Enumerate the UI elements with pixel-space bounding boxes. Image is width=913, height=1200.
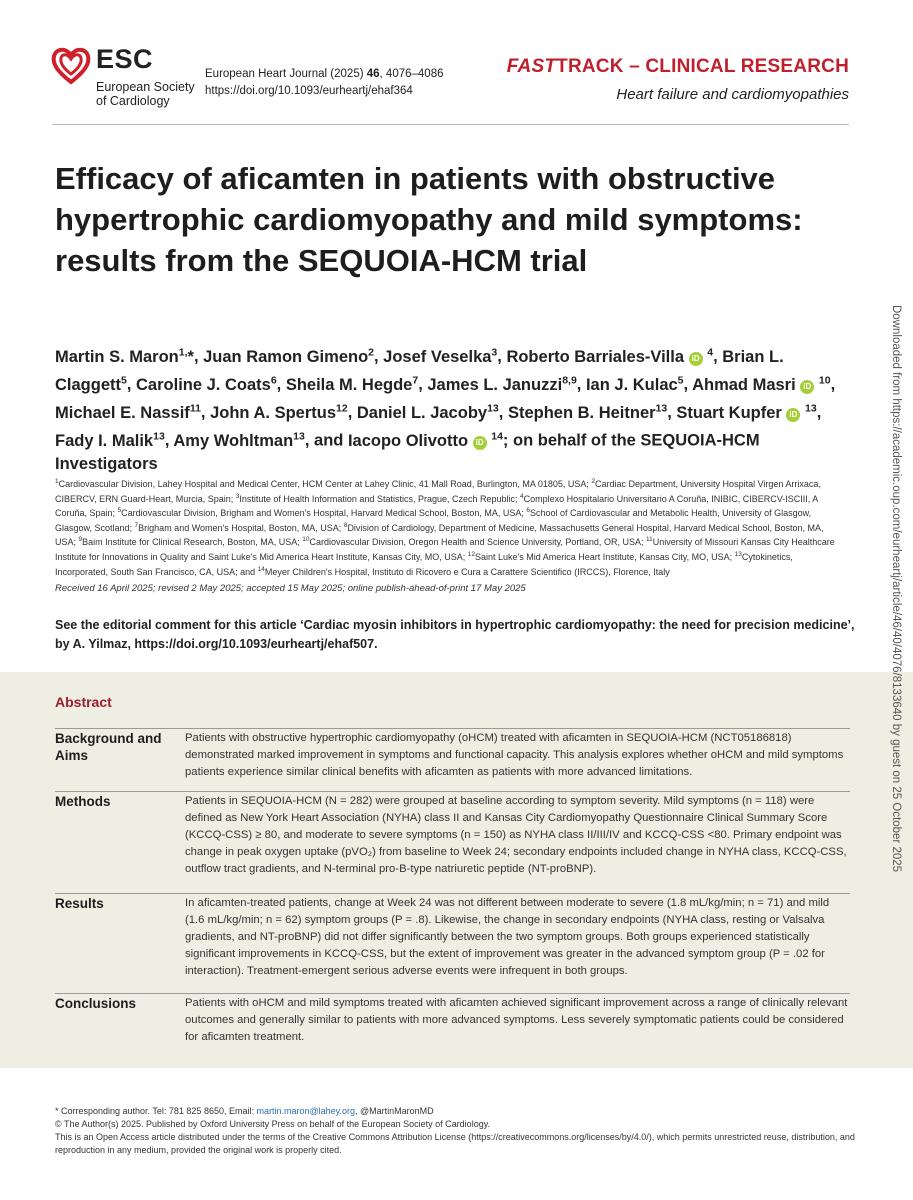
received-dates: Received 16 April 2025; revised 2 May 2025; accepted 15 May 2025; online publish-ahead-of-print 17 May 2025	[55, 583, 526, 594]
author-name: Daniel L. Jacoby$^{13}$	[356, 402, 499, 422]
affiliations	[55, 476, 845, 578]
abstract-section-methods	[55, 791, 850, 887]
affiliation: $^7$Brigham and Women's Hospital, Boston, MA, USA;	[134, 521, 344, 533]
abstract-section-results	[55, 893, 850, 989]
author-name: Ahmad Masri iD $^{10}$	[692, 374, 831, 394]
license: This is an Open Access article distributed under the terms of the Creative Commons Attribution License (https://creativecommons.org/licenses/by/4.0/), which permits unrestricted reuse, distribution, and reproduction in any medium, provided the original work is properly cited.	[55, 1132, 855, 1155]
affiliation: $^3$Institute of Health Information and Statistics, Prague, Czech Republic;	[235, 492, 521, 504]
editorial-note: See the editorial comment for this article ‘Cardiac myosin inhibitors in hypertrophic cardiomyopathy: the need for precision medicine’, by A. Yilmaz, https://doi.org/10.1093/eurheartj/ehaf507.	[55, 618, 855, 651]
author-name: Juan Ramon Gimeno$^2$	[203, 346, 374, 366]
article-title: Efficacy of aficamten in patients with obstructive hypertrophic cardiomyopathy and mild symptoms: results from the SEQUOIA-HCM trial	[55, 161, 803, 278]
abstract-text: Patients with obstructive hypertrophic cardiomyopathy (oHCM) treated with aficamten in SEQUOIA-HCM (NCT05186818) demonstrated marked improvement in symptoms and functional capacity. This analysis explores whether oHCM and mild symptoms patients experience similar clinical benefits with aficamten as patients with more advanced limitations.	[185, 732, 844, 778]
author-name: Fady I. Malik$^{13}$	[55, 430, 165, 450]
affiliation: $^6$School of Cardiovascular and Metabolic Health, University of Glasgow, Glasgow, Scotland;	[55, 507, 812, 533]
topic-label: Heart failure and cardiomyopathies	[616, 86, 849, 103]
download-watermark: Downloaded from https://academic.oup.com/eurheartj/article/46/40/4076/8133640 by guest on 25 October 2025	[890, 305, 902, 873]
author-name: Stuart Kupfer iD $^{13}$	[676, 402, 817, 422]
abstract-text: Patients in SEQUOIA-HCM (N = 282) were grouped at baseline according to symptom severity. Mild symptoms (n = 118) were defined as New York Heart Association (NYHA) class II and Kansas City Cardiomyopathy Questionnaire Clinical Summary Score (KCCQ-CSS) ≥ 80, and moderate to severe symptoms (n = 150) as NYHA class II/III/IV and KCCQ-CSS <80. Primary endpoint was change in peak oxygen uptake (pVO₂) from baseline to Week 24; secondary endpoints included change in NYHA class, KCCQ-CSS, outflow tract gradients, and N-terminal pro-B-type natriuretic peptide (NT-proBNP).	[185, 795, 847, 875]
footer-notes	[55, 1105, 865, 1157]
journal-citation: European Heart Journal (2025) 46, 4076–4086 https://doi.org/10.1093/eurheartj/ehaf364	[205, 66, 444, 100]
abstract-text: In aficamten-treated patients, change at Week 24 was not different between moderate to severe (1.8 mL/kg/min; n = 71) and mild (1.6 mL/kg/min; n = 62) symptom groups (P = .8). Likewise, the change in secondary endpoints (NYHA class, resting or Valsalva gradients, and NT-proBNP) did not differ significantly between the two symptom groups. Both groups experienced statistically significant improvements in KCCQ-CSS, but the extent of improvement was greater in the advanced symptom group (P = .02 for interaction). Treatment-emergent serious adverse events were infrequent in both groups.	[185, 897, 830, 977]
header-divider	[52, 124, 849, 125]
fasttrack-label: FASTTRACK – CLINICAL RESEARCH	[506, 56, 849, 77]
heart-logo-icon	[50, 44, 92, 86]
author-name: Josef Veselka$^3$	[383, 346, 498, 366]
abstract-section-background	[55, 728, 850, 787]
author-name: James L. Januzzi$^{8,9}$	[427, 374, 577, 394]
author-name: Michael E. Nassif$^{11}$	[55, 402, 201, 422]
abstract-label: Results	[55, 896, 104, 911]
author-name: Sheila M. Hegde$^7$	[285, 374, 419, 394]
abstract-label: Methods	[55, 794, 111, 809]
affiliation: $^{10}$Cardiovascular Division, Oregon Health and Science University, Portland, OR, USA;	[302, 536, 646, 548]
corresponding-author: * Corresponding author. Tel: 781 825 8650, Email: martin.maron@lahey.org, @MartinMaronMD	[55, 1106, 434, 1116]
doi-link[interactable]: https://doi.org/10.1093/eurheartj/ehaf364	[205, 85, 413, 97]
abstract-label: Background and Aims	[55, 731, 162, 763]
author-name: Brian L. Claggett$^5$	[55, 347, 784, 394]
abstract-heading: Abstract	[55, 694, 112, 710]
author-name: Amy Wohltman$^{13}$	[173, 430, 305, 450]
author-name: Iacopo Olivotto iD $^{14}$	[347, 430, 503, 450]
affiliation: $^{14}$Meyer Children's Hospital, Instituto di Ricovero e Cura a Carattere Scientifico (IRCCS), Florence, Italy	[257, 565, 670, 577]
orcid-icon[interactable]: iD	[473, 436, 487, 450]
author-name: Stephen B. Heitner$^{13}$	[507, 402, 668, 422]
affiliation: $^5$Cardiovascular Division, Brigham and Women's Hospital, Harvard Medical School, Boston, MA, USA;	[117, 507, 527, 519]
affiliation: $^{11}$University of Missouri Kansas City Healthcare Institute for Innovations in Quality and Saint Luke's Mid America Heart Institute, Kansas City, MO, USA;	[55, 536, 835, 562]
author-name: Ian J. Kulac$^5$	[585, 374, 684, 394]
logo-text: ESC	[96, 44, 154, 74]
esc-logo	[50, 44, 200, 114]
author-list: Martin S. Maron$^{1,}$*, Juan Ramon Gimeno$^2$, Josef Veselka$^3$, Roberto Barriales-Villa iD $^4$, Brian L. Claggett$^5$, Caroline J. Coats$^6$, Sheila M. Hegde$^7$, James L. Januzzi$^{8,9}$, Ian J. Kulac$^5$, Ahmad Masri iD $^{10}$, Michael E. Nassif$^{11}$, John A. Spertus$^{12}$, Daniel L. Jacoby$^{13}$, Stephen B. Heitner$^{13}$, Stuart Kupfer iD $^{13}$, Fady I. Malik$^{13}$, Amy Wohltman$^{13}$, and Iacopo Olivotto iD $^{14}$; on behalf of the SEQUOIA-HCM Investigators	[55, 346, 836, 473]
affiliation: $^1$Cardiovascular Division, Lahey Hospital and Medical Center, HCM Center at Lahey Clinic, 41 Mall Road, Burlington, MA 01805, USA;	[55, 478, 592, 489]
affiliation: $^4$Complexo Hospitalario Universitario A Coruña, INIBIC, CIBERCV-ISCIII, A Coruña, Spain;	[55, 492, 818, 519]
orcid-icon[interactable]: iD	[800, 380, 814, 394]
logo-subtext: European Society of Cardiology	[96, 80, 195, 108]
abstract-text: Patients with oHCM and mild symptoms treated with aficamten achieved significant improvement across a range of clinically relevant outcomes and generally similar to patients with more advanced symptoms. Less severely symptomatic patients could be considered for aficamten treatment.	[185, 997, 848, 1043]
email-link[interactable]: martin.maron@lahey.org	[256, 1106, 355, 1116]
copyright: © The Author(s) 2025. Published by Oxford University Press on behalf of the European Society of Cardiology.	[55, 1119, 491, 1129]
affiliation: $^8$Division of Cardiology, Department of Medicine, Massachusetts General Hospital, Harvard Medical School, Boston, MA, USA;	[55, 521, 824, 548]
author-name: Caroline J. Coats$^6$	[136, 374, 277, 394]
abstract-label: Conclusions	[55, 996, 137, 1011]
orcid-icon[interactable]: iD	[689, 352, 703, 366]
affiliation: $^{13}$Cytokinetics, Incorporated, South San Francisco, CA, USA; and	[55, 550, 793, 577]
affiliation: $^{12}$Saint Luke's Mid America Heart Institute, Kansas City, MO, USA;	[467, 550, 735, 562]
abstract-section-conclusions	[55, 993, 850, 1052]
affiliation: $^2$Cardiac Department, University Hospital Virgen Arrixaca, CIBERCV, ERN Guard-Heart, Murcia, Spain;	[55, 478, 821, 504]
author-name: Martin S. Maron$^{1,}$*	[55, 346, 194, 366]
author-name: Roberto Barriales-Villa iD $^4$	[506, 346, 714, 366]
author-name: John A. Spertus$^{12}$	[210, 402, 348, 422]
affiliation: $^9$Baim Institute for Clinical Research, Boston, MA, USA;	[78, 536, 303, 548]
orcid-icon[interactable]: iD	[786, 408, 800, 422]
